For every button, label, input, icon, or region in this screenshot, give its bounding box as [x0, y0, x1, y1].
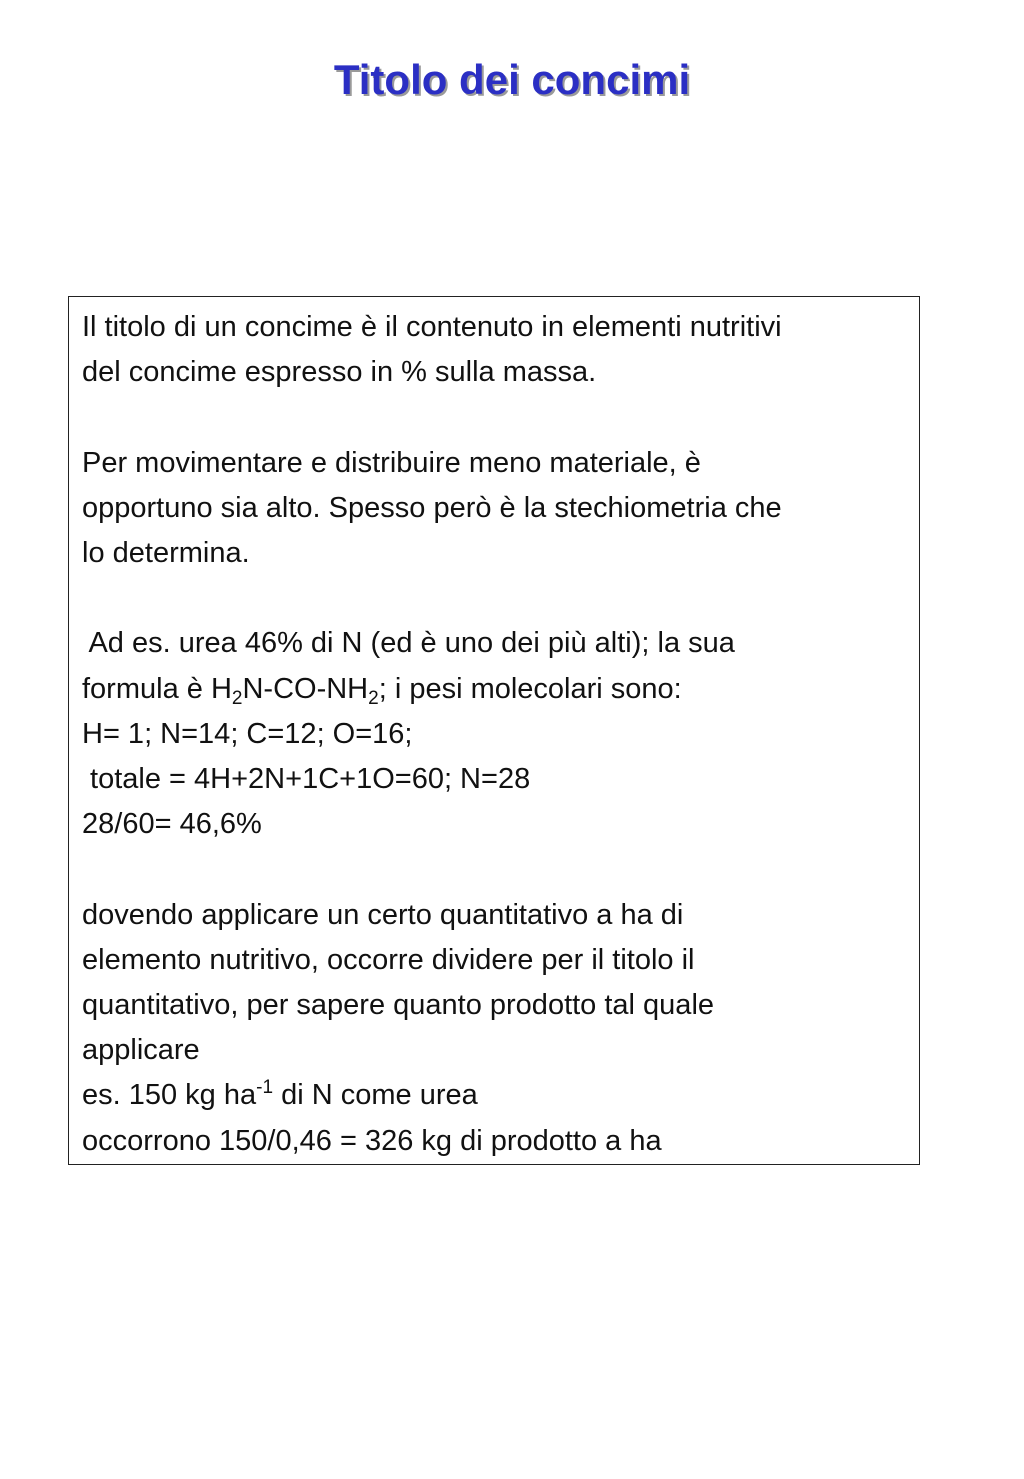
- text-line: lo determina.: [82, 537, 250, 569]
- paragraph-gap: [82, 847, 907, 892]
- text-line: Il titolo di un concime è il contenuto in elementi nutritivi: [82, 311, 782, 343]
- formula-line: [82, 667, 907, 712]
- content-box: [68, 296, 920, 1165]
- example-text: es. 150 kg ha: [82, 1079, 257, 1112]
- example-line: [82, 1073, 907, 1118]
- formula-text: N-CO-NH: [242, 672, 369, 705]
- text-line: del concime espresso in % sulla massa.: [82, 356, 597, 389]
- text-line: Per movimentare e distribuire meno materiale, è: [82, 446, 701, 479]
- subscript: 2: [231, 687, 243, 709]
- text-line: occorrono 150/0,46 = 326 kg di prodotto a ha: [82, 1124, 662, 1157]
- example-text: di N come urea: [273, 1079, 478, 1112]
- text-line: applicare: [82, 1034, 200, 1067]
- text-line: Ad es. urea 46% di N (ed è uno dei più alti); la sua: [82, 627, 735, 660]
- text-line: dovendo applicare un certo quantitativo a ha di: [82, 898, 684, 931]
- text-line: H= 1; N=14; C=12; O=16;: [82, 717, 413, 750]
- superscript: -1: [256, 1077, 274, 1099]
- subscript: 2: [368, 687, 379, 709]
- paragraph-gap: [82, 395, 907, 440]
- paragraph-gap: [82, 576, 907, 621]
- formula-text: ; i pesi molecolari sono:: [378, 672, 682, 705]
- page-title: Titolo dei concimi: [333, 56, 691, 103]
- text-line: totale = 4H+2N+1C+1O=60; N=28: [82, 763, 531, 795]
- text-line: 28/60= 46,6%: [82, 808, 262, 841]
- text-line: elemento nutritivo, occorre dividere per il titolo il: [82, 943, 695, 976]
- text-line: opportuno sia alto. Spesso però è la stechiometria che: [82, 491, 782, 524]
- formula-text: formula è H: [82, 672, 232, 705]
- text-line: quantitativo, per sapere quanto prodotto tal quale: [82, 989, 715, 1021]
